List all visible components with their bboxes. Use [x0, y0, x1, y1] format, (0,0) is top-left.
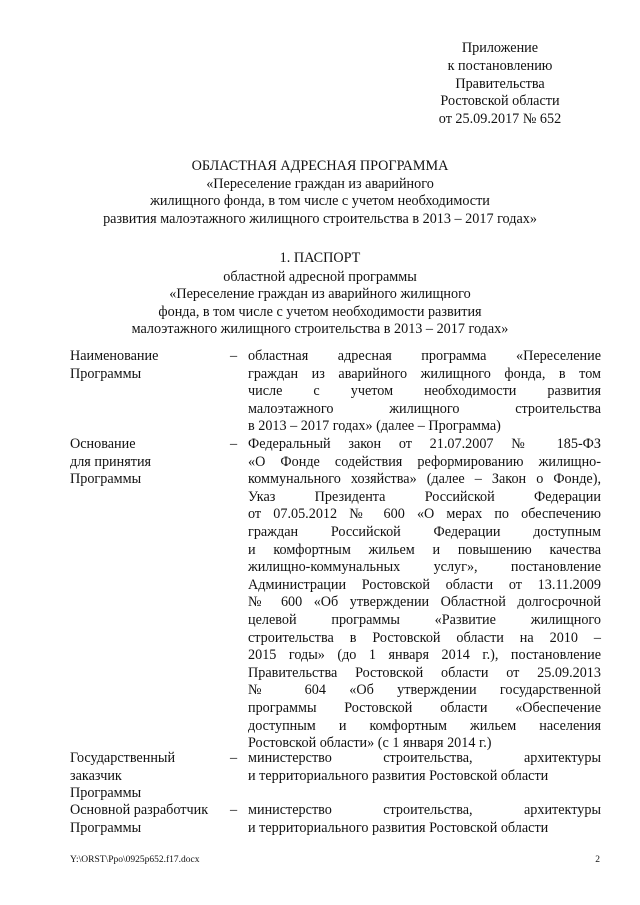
table-row	[70, 750, 605, 802]
content-line: и территориального развития Ростовской области	[248, 767, 549, 784]
row-dash: –	[230, 348, 238, 364]
row-dash: –	[230, 436, 238, 452]
table-row	[70, 802, 605, 842]
page-number: 2	[595, 855, 600, 865]
label-line: заказчик	[70, 767, 122, 784]
title-line: развития малоэтажного жилищного строительства в 2013 – 2017 годах»	[103, 210, 537, 227]
content-line: Администрации Ростовской области от 13.11.2009	[248, 576, 601, 593]
row-content	[248, 436, 601, 753]
row-label	[70, 802, 220, 837]
row-content	[248, 348, 601, 436]
row-label	[70, 750, 220, 803]
label-line: Программы	[70, 365, 142, 382]
title-line: ОБЛАСТНАЯ АДРЕСНАЯ ПРОГРАММА	[191, 158, 449, 174]
content-line: граждан Российской Федерации доступным	[248, 523, 601, 540]
table-row	[70, 436, 605, 750]
content-line: 2015 годы» (до 1 января 2014 г.), постановление	[248, 647, 601, 664]
content-line: № 604 «Об утверждении государственной	[248, 682, 601, 699]
label-line: Основание	[70, 436, 136, 452]
content-line: программы Ростовской области «Обеспечение	[248, 699, 601, 716]
content-line: № 600 «Об утверждении Областной долгосрочной	[248, 594, 601, 611]
row-dash: –	[230, 750, 238, 766]
passport-line: областной адресной программы	[223, 268, 417, 285]
label-line: Наименование	[70, 348, 159, 364]
row-label	[70, 436, 220, 489]
content-line: числе с учетом необходимости развития	[248, 383, 601, 400]
passport-heading: 1. ПАСПОРТ	[279, 250, 361, 266]
content-line: областная адресная программа «Переселение	[248, 348, 601, 364]
appendix-line: Ростовской области	[440, 93, 560, 110]
content-line: Федеральный закон от 21.07.2007 № 185-ФЗ	[248, 436, 601, 452]
passport-heading-block	[40, 250, 600, 339]
appendix-line: от 25.09.2017 № 652	[438, 111, 562, 128]
content-line: Указ Президента Российской Федерации	[248, 488, 601, 505]
passport-line: фонда, в том числе с учетом необходимости развития	[158, 303, 482, 320]
program-title	[40, 158, 600, 228]
content-line: целевой программы «Развитие жилищного	[248, 611, 601, 628]
content-line: коммунального хозяйства» (далее – Закон о Фонде),	[248, 471, 601, 488]
content-line: и территориального развития Ростовской области	[248, 819, 549, 836]
content-line: малоэтажного жилищного строительства	[248, 400, 601, 417]
label-line: Основной разработчик	[70, 802, 209, 818]
title-line: жилищного фонда, в том числе с учетом необходимости	[150, 193, 490, 210]
content-line: строительства в Ростовской области на 2010 –	[248, 629, 601, 646]
content-line: Ростовской области» (с 1 января 2014 г.)	[248, 735, 492, 752]
row-label	[70, 348, 220, 383]
content-line: министерство строительства, архитектуры	[248, 750, 601, 766]
content-line: граждан из аварийного жилищного фонда, в том	[248, 365, 601, 382]
label-line: Программы	[70, 785, 142, 802]
table-row	[70, 348, 605, 436]
content-line: жилищно-коммунальных услуг», постановление	[248, 559, 601, 576]
label-line: для принятия	[70, 453, 152, 470]
content-line: от 07.05.2012 № 600 «О мерах по обеспечению	[248, 506, 601, 523]
content-line: и комфортным жильем и повышению качества	[248, 541, 601, 558]
content-line: министерство строительства, архитектуры	[248, 802, 601, 818]
passport-line: малоэтажного жилищного строительства в 2013 – 2017 годах»	[131, 321, 509, 338]
content-line: Правительства Ростовской области от 25.09.2013	[248, 664, 601, 681]
content-line: в 2013 – 2017 годах» (далее – Программа)	[248, 418, 501, 435]
appendix-block	[400, 40, 600, 129]
appendix-line: Приложение	[461, 40, 539, 56]
passport-line: «Переселение граждан из аварийного жилищного	[169, 286, 471, 303]
appendix-line: Правительства	[455, 75, 545, 92]
row-content	[248, 750, 601, 785]
label-line: Программы	[70, 471, 142, 488]
row-dash: –	[230, 802, 238, 818]
passport-table	[70, 348, 605, 842]
label-line: Государственный	[70, 750, 176, 766]
content-line: «О Фонде содействия реформированию жилищно-	[248, 453, 601, 470]
title-line: «Переселение граждан из аварийного	[206, 175, 434, 192]
content-line: доступным и комфортным жильем населения	[248, 717, 601, 734]
row-content	[248, 802, 601, 837]
file-path: Y:\ORST\Ppo\0925p652.f17.docx	[70, 855, 200, 865]
label-line: Программы	[70, 819, 142, 836]
appendix-line: к постановлению	[447, 57, 553, 74]
